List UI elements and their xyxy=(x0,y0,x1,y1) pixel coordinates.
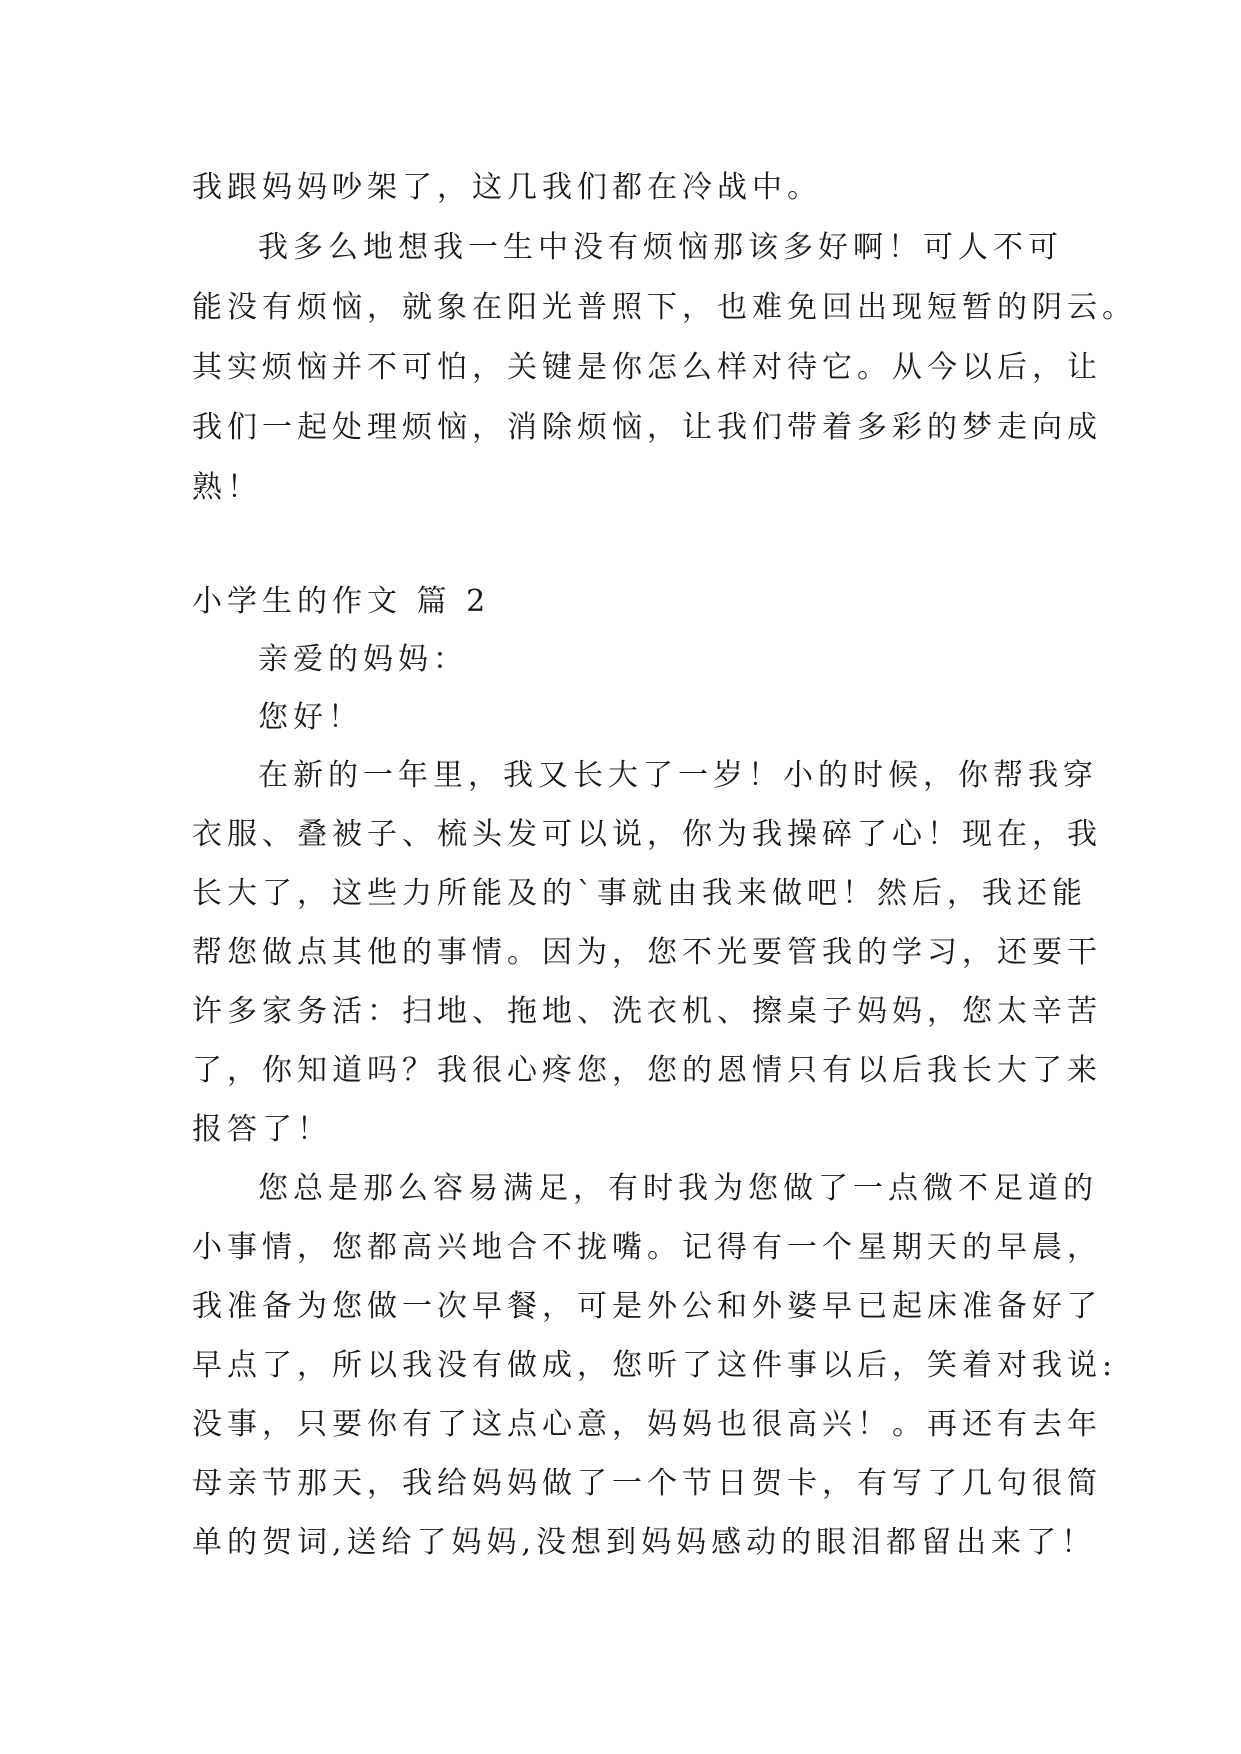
text-line: 熟！ xyxy=(192,470,262,505)
text-line: 母亲节那天，我给妈妈做了一个节日贺卡，有写了几句很简 xyxy=(192,1466,1102,1501)
text-line: 了，你知道吗？我很心疼您，您的恩情只有以后我长大了来 xyxy=(192,1053,1102,1088)
text-line: 我多么地想我一生中没有烦恼那该多好啊！可人不可 xyxy=(258,230,1063,265)
text-line: 您总是那么容易满足，有时我为您做了一点微不足道的 xyxy=(258,1171,1098,1206)
text-line: 我准备为您做一次早餐，可是外公和外婆早已起床准备好了 xyxy=(192,1289,1102,1324)
letter-greeting: 您好！ xyxy=(258,700,363,735)
text-line: 许多家务活：扫地、拖地、洗衣机、擦桌子妈妈，您太辛苦 xyxy=(192,994,1102,1029)
text-line: 能没有烦恼，就象在阳光普照下，也难免回出现短暂的阴云。 xyxy=(192,290,1137,325)
section-heading: 小学生的作文 篇 2 xyxy=(192,584,491,619)
text-line: 没事，只要你有了这点心意，妈妈也很高兴！。再还有去年 xyxy=(192,1407,1102,1442)
text-line: 其实烦恼并不可怕，关键是你怎么样对待它。从今以后，让 xyxy=(192,350,1102,385)
text-line: 小事情，您都高兴地合不拢嘴。记得有一个星期天的早晨， xyxy=(192,1230,1102,1265)
text-line: 帮您做点其他的事情。因为，您不光要管我的学习，还要干 xyxy=(192,935,1102,970)
text-line: 报答了！ xyxy=(192,1112,332,1147)
text-line: 我们一起处理烦恼，消除烦恼，让我们带着多彩的梦走向成 xyxy=(192,410,1102,445)
text-line: 在新的一年里，我又长大了一岁！小的时候，你帮我穿 xyxy=(258,758,1098,793)
text-line: 早点了，所以我没有做成，您听了这件事以后，笑着对我说: xyxy=(192,1348,1118,1383)
letter-salutation: 亲爱的妈妈： xyxy=(258,642,468,677)
text-line: 衣服、叠被子、梳头发可以说，你为我操碎了心！现在，我 xyxy=(192,817,1102,852)
text-line: 单的贺词,送给了妈妈,没想到妈妈感动的眼泪都留出来了！ xyxy=(192,1525,1097,1560)
text-line: 我跟妈妈吵架了，这几我们都在冷战中。 xyxy=(192,170,822,205)
text-line: 长大了，这些力所能及的`事就由我来做吧！然后，我还能 xyxy=(192,876,1087,911)
